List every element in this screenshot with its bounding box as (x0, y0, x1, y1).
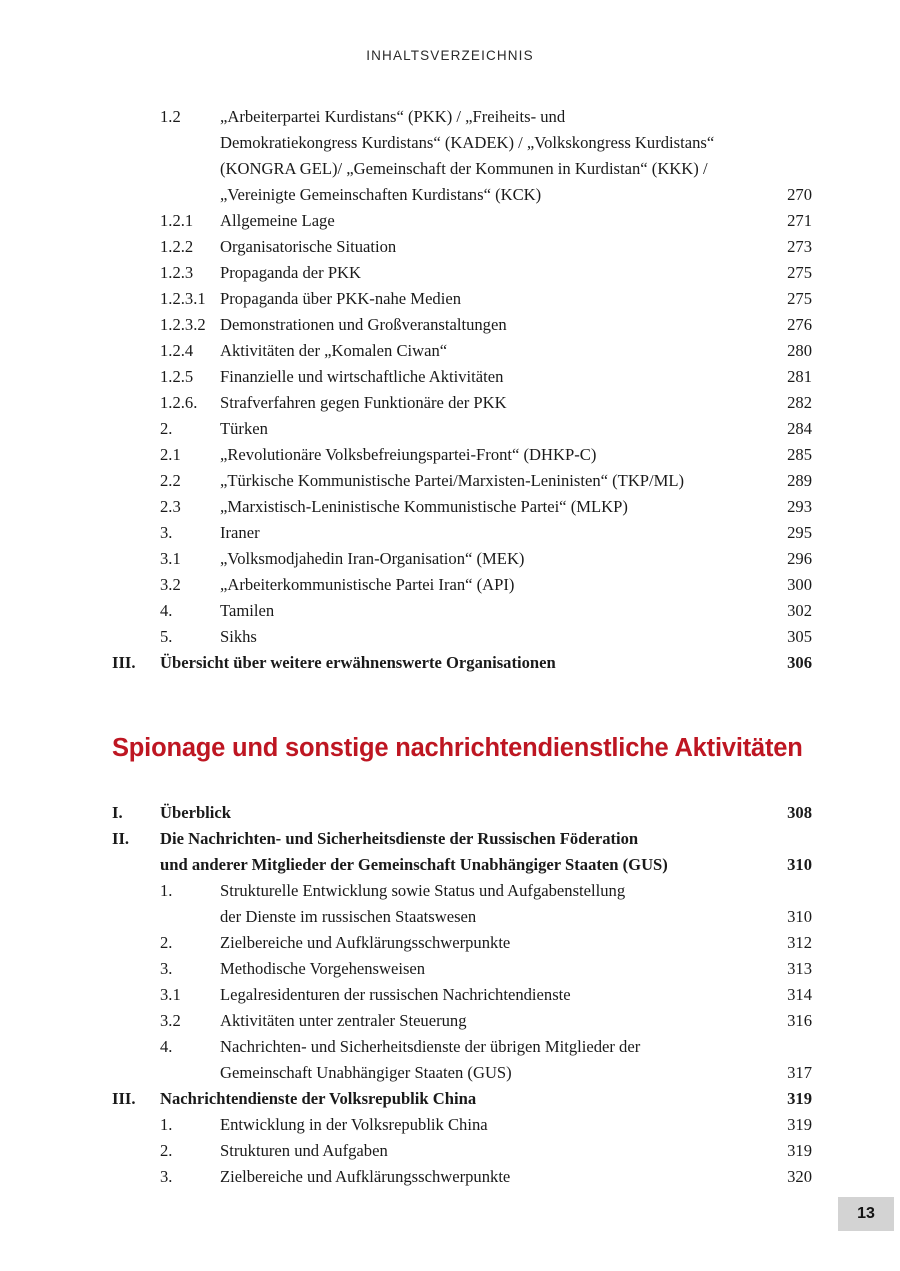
toc-section (112, 732, 812, 1190)
running-header: INHALTSVERZEICHNIS (366, 48, 534, 63)
toc-entry-number: 2.3 (160, 497, 181, 516)
toc-entry-title: „Revolutionäre Volksbefreiungspartei-Front“ (DHKP-C) (220, 445, 597, 464)
toc-entry-page-number: 293 (787, 497, 812, 516)
toc-entry-continuation-row[interactable] (112, 852, 812, 878)
toc-entry-page-number: 284 (787, 419, 812, 438)
toc-entry-page-number: 296 (787, 549, 812, 568)
toc-entry-number: 1.2.3 (160, 263, 194, 282)
toc-entry-page-number: 306 (787, 653, 812, 672)
toc-entry-number: 3.1 (160, 549, 181, 568)
toc-entry-page-number: 295 (787, 523, 812, 542)
toc-entry-page-number: 289 (787, 471, 812, 490)
section-heading: Spionage und sonstige nachrichtendienstliche Aktivitäten (112, 734, 803, 762)
toc-entry-row[interactable] (112, 982, 812, 1008)
toc-entry-title: Türken (220, 419, 268, 438)
toc-entry-row[interactable] (112, 800, 812, 826)
toc-entry-number: III. (112, 653, 136, 672)
toc-entry-number: 1. (160, 881, 173, 900)
toc-entry-row[interactable] (112, 416, 812, 442)
toc-entry-page-number: 300 (787, 575, 812, 594)
toc-entry-page-number: 320 (787, 1167, 812, 1186)
toc-entry-page-number: 319 (787, 1141, 812, 1160)
toc-entry-page-number: 282 (787, 393, 812, 412)
toc-entry-page-number: 276 (787, 315, 812, 334)
toc-section (112, 104, 812, 676)
toc-entry-row[interactable] (112, 930, 812, 956)
toc-entry-number: 1.2.3.2 (160, 315, 206, 334)
toc-entry-page-number: 317 (787, 1063, 812, 1082)
toc-entry-number: 1.2.3.1 (160, 289, 206, 308)
toc-entry-title: der Dienste im russischen Staatswesen (220, 907, 477, 926)
toc-entry-title: Strafverfahren gegen Funktionäre der PKK (220, 393, 507, 412)
toc-entry-row[interactable] (112, 546, 812, 572)
toc-entry-title: Zielbereiche und Aufklärungsschwerpunkte (220, 933, 511, 952)
toc-body (112, 104, 812, 1190)
toc-entry-title: Propaganda der PKK (220, 263, 362, 282)
toc-entry-title: Gemeinschaft Unabhängiger Staaten (GUS) (220, 1063, 512, 1082)
toc-entry-row[interactable] (112, 286, 812, 312)
toc-entry-row[interactable] (112, 572, 812, 598)
toc-entry-title: „Vereinigte Gemeinschaften Kurdistans“ (KCK) (220, 185, 542, 204)
toc-entry-page-number: 319 (787, 1115, 812, 1134)
page-number-badge (838, 1197, 894, 1231)
toc-entry-row[interactable] (112, 598, 812, 624)
toc-entry-title: Entwicklung in der Volksrepublik China (220, 1115, 488, 1134)
toc-entry-title: Die Nachrichten- und Sicherheitsdienste der Russischen Föderation (160, 829, 639, 848)
toc-entry-title: Übersicht über weitere erwähnenswerte Organisationen (160, 653, 556, 672)
toc-entry-title: Nachrichten- und Sicherheitsdienste der übrigen Mitglieder der (220, 1037, 641, 1056)
toc-entry-title: „Volksmodjahedin Iran-Organisation“ (MEK) (220, 549, 525, 568)
toc-entry-row[interactable] (112, 312, 812, 338)
toc-entry-page-number: 314 (787, 985, 812, 1004)
toc-entry-row[interactable] (112, 468, 812, 494)
toc-entry-title: Überblick (160, 803, 231, 822)
toc-entry-number: 1.2.4 (160, 341, 194, 360)
toc-entry-number: 1.2.1 (160, 211, 194, 230)
toc-entry-continuation-row[interactable] (112, 1060, 812, 1086)
toc-entry-continuation-row[interactable] (112, 156, 812, 182)
toc-entry-continuation-row[interactable] (112, 182, 812, 208)
toc-entry-title: Demokratiekongress Kurdistans“ (KADEK) / „Volkskongress Kurdistans“ (220, 133, 715, 152)
page-number-label: 13 (857, 1205, 875, 1222)
toc-entry-title: Iraner (220, 523, 260, 542)
toc-entry-title: Finanzielle und wirtschaftliche Aktivitäten (220, 367, 504, 386)
toc-entry-row[interactable] (112, 260, 812, 286)
toc-entry-row[interactable] (112, 442, 812, 468)
toc-entry-number: 2. (160, 933, 173, 952)
toc-entry-title: Legalresidenturen der russischen Nachrichtendienste (220, 985, 571, 1004)
toc-entry-row[interactable] (112, 364, 812, 390)
toc-entry-row[interactable] (112, 826, 812, 852)
toc-entry-page-number: 310 (787, 907, 812, 926)
toc-entry-title: Nachrichtendienste der Volksrepublik China (160, 1089, 477, 1108)
toc-entry-page-number: 316 (787, 1011, 812, 1030)
toc-entry-row[interactable] (112, 956, 812, 982)
toc-entry-title: Aktivitäten der „Komalen Ciwan“ (220, 341, 448, 360)
toc-entry-number: 2. (160, 419, 173, 438)
toc-entry-title: Tamilen (220, 601, 275, 620)
toc-entry-row[interactable] (112, 234, 812, 260)
toc-entry-row[interactable] (112, 1164, 812, 1190)
toc-entry-row[interactable] (112, 1008, 812, 1034)
toc-sections (112, 104, 812, 1190)
toc-entry-number: 2.2 (160, 471, 181, 490)
toc-entry-row[interactable] (112, 1138, 812, 1164)
toc-entry-number: 3. (160, 523, 173, 542)
toc-entry-number: 5. (160, 627, 173, 646)
toc-entry-page-number: 313 (787, 959, 812, 978)
toc-entry-number: III. (112, 1089, 136, 1108)
toc-entry-number: I. (112, 803, 123, 822)
toc-entry-row[interactable] (112, 1086, 812, 1112)
toc-entry-page-number: 305 (787, 627, 812, 646)
toc-entry-row[interactable] (112, 494, 812, 520)
toc-entry-number: 1.2 (160, 107, 181, 126)
toc-entry-page-number: 271 (787, 211, 812, 230)
toc-entry-number: 3.2 (160, 575, 181, 594)
toc-entry-page-number: 302 (787, 601, 812, 620)
toc-entry-number: 3.2 (160, 1011, 181, 1030)
toc-entry-title: Sikhs (220, 627, 257, 646)
toc-entry-number: 1.2.6. (160, 393, 198, 412)
toc-entry-row[interactable] (112, 104, 812, 130)
toc-entry-title: Demonstrationen und Großveranstaltungen (220, 315, 507, 334)
toc-entry-number: 3. (160, 959, 173, 978)
toc-entry-page-number: 270 (787, 185, 812, 204)
toc-entry-row[interactable] (112, 624, 812, 650)
toc-entry-number: 3. (160, 1167, 173, 1186)
toc-entry-page-number: 285 (787, 445, 812, 464)
toc-entry-row[interactable] (112, 208, 812, 234)
toc-entry-row[interactable] (112, 1112, 812, 1138)
toc-entry-number: 4. (160, 601, 173, 620)
toc-entry-title: Propaganda über PKK-nahe Medien (220, 289, 461, 308)
toc-entry-page-number: 310 (787, 855, 812, 874)
toc-entry-number: 4. (160, 1037, 173, 1056)
toc-entry-page-number: 319 (787, 1089, 812, 1108)
toc-entry-title: Aktivitäten unter zentraler Steuerung (220, 1011, 467, 1030)
toc-entry-row[interactable] (112, 878, 812, 904)
toc-entry-page-number: 275 (787, 263, 812, 282)
toc-entry-title: Organisatorische Situation (220, 237, 397, 256)
toc-entry-number: 2. (160, 1141, 173, 1160)
toc-entry-title: „Marxistisch-Leninistische Kommunistische Partei“ (MLKP) (220, 497, 628, 516)
toc-entry-row[interactable] (112, 390, 812, 416)
toc-entry-title: Methodische Vorgehensweisen (220, 959, 426, 978)
toc-entry-title: „Arbeiterpartei Kurdistans“ (PKK) / „Freiheits- und (220, 107, 566, 126)
toc-entry-page-number: 312 (787, 933, 812, 952)
toc-entry-page-number: 308 (787, 803, 812, 822)
toc-entry-continuation-row[interactable] (112, 130, 812, 156)
toc-entry-row[interactable] (112, 650, 812, 676)
toc-entry-number: 3.1 (160, 985, 181, 1004)
toc-entry-number: 1.2.5 (160, 367, 194, 386)
toc-entry-number: 2.1 (160, 445, 181, 464)
toc-entry-title: „Türkische Kommunistische Partei/Marxisten-Leninisten“ (TKP/ML) (220, 471, 685, 490)
toc-entry-row[interactable] (112, 338, 812, 364)
toc-entry-title: „Arbeiterkommunistische Partei Iran“ (API) (220, 575, 515, 594)
toc-entry-continuation-row[interactable] (112, 904, 812, 930)
toc-entry-page-number: 280 (787, 341, 812, 360)
toc-entry-title: und anderer Mitglieder der Gemeinschaft Unabhängiger Staaten (GUS) (160, 855, 668, 874)
toc-entry-number: 1.2.2 (160, 237, 194, 256)
toc-entry-title: Strukturelle Entwicklung sowie Status und Aufgabenstellung (220, 881, 626, 900)
toc-entry-number: II. (112, 829, 130, 848)
toc-entry-page-number: 273 (787, 237, 812, 256)
toc-entry-title: (KONGRA GEL)/ „Gemeinschaft der Kommunen in Kurdistan“ (KKK) / (220, 159, 708, 178)
toc-entry-row[interactable] (112, 520, 812, 546)
toc-entry-row[interactable] (112, 1034, 812, 1060)
toc-entry-page-number: 281 (787, 367, 812, 386)
toc-entry-title: Strukturen und Aufgaben (220, 1141, 388, 1160)
toc-entry-number: 1. (160, 1115, 173, 1134)
toc-entry-title: Allgemeine Lage (220, 211, 335, 230)
toc-entry-page-number: 275 (787, 289, 812, 308)
toc-entry-title: Zielbereiche und Aufklärungsschwerpunkte (220, 1167, 511, 1186)
